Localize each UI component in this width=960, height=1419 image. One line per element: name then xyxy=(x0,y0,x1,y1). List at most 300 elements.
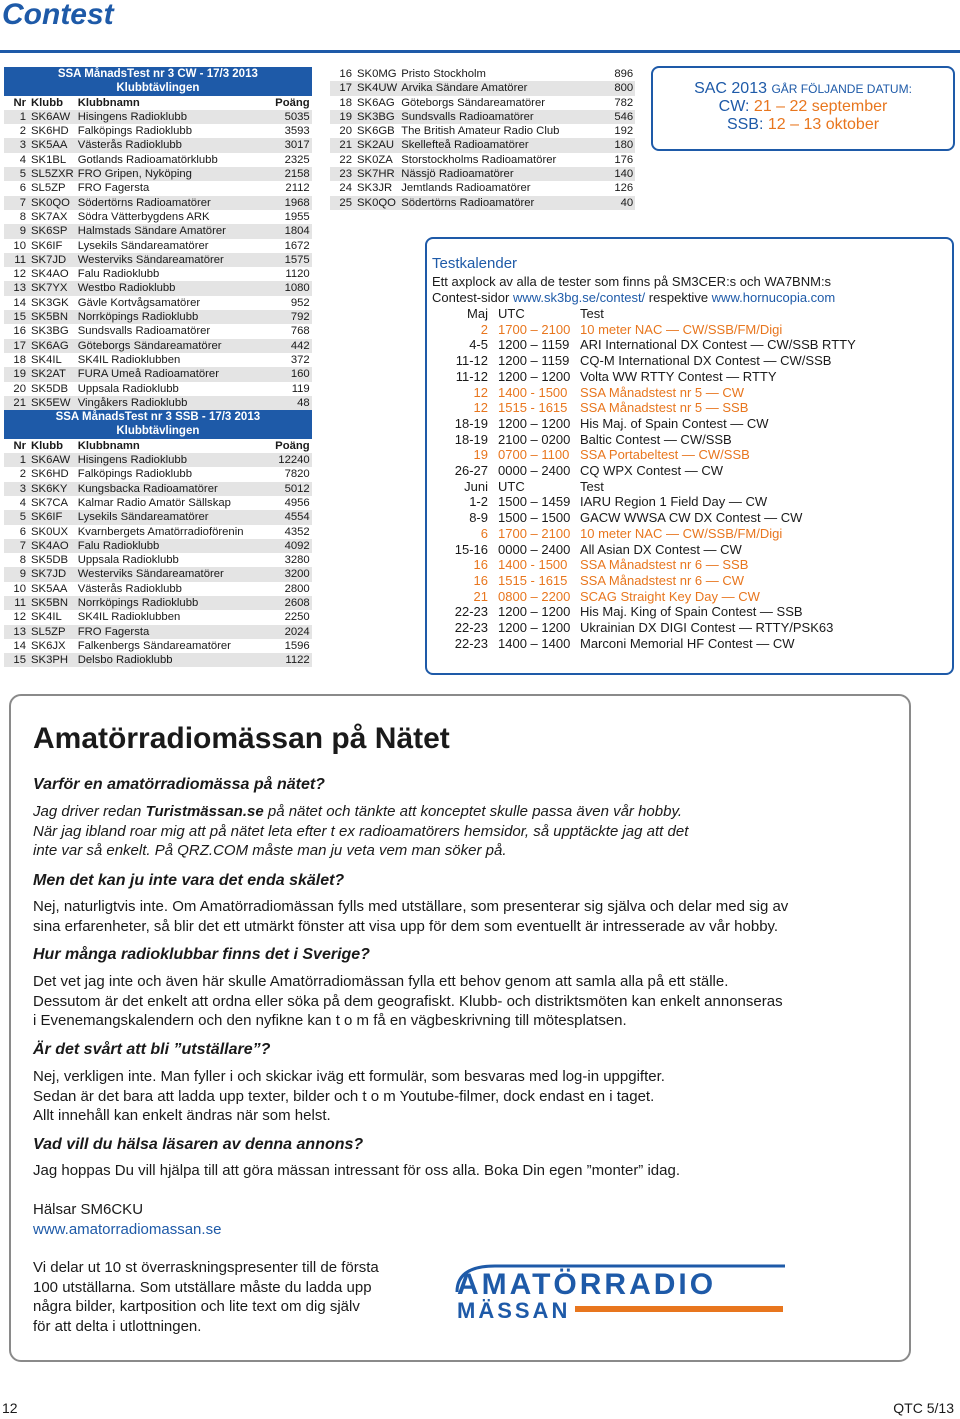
hornucopia-link[interactable]: www.hornucopia.com xyxy=(711,289,836,305)
calendar-test-name: SSA Månadstest nr 5 — SSB xyxy=(580,400,749,416)
table-row xyxy=(4,525,312,539)
rank-cell: 20 xyxy=(339,125,352,138)
question-1: Varför en amatörradiomässa på nätet? xyxy=(33,776,325,793)
calendar-row xyxy=(432,636,856,652)
calendar-date: 18-19 xyxy=(454,431,488,447)
header-divider xyxy=(0,50,960,53)
club-name-cell: Arvika Sändare Amatörer xyxy=(399,81,587,95)
club-name-cell: Falkenbergs Sändareamatörer xyxy=(77,639,231,652)
club-name-cell: FRO Fagersta xyxy=(76,625,264,639)
table-row xyxy=(4,367,312,381)
rank-cell: 12 xyxy=(13,268,26,281)
table-row xyxy=(330,67,635,81)
table-row xyxy=(330,167,635,181)
rank-cell: 15 xyxy=(4,653,29,667)
gift-line-2: 100 utställarna. Som utställare måste du ladda upp xyxy=(33,1278,372,1296)
answer-2-a: Nej, naturligtvis inte. Om Amatörradiomässan fylls med utställare, som presenterar sig själva och delar med sig av xyxy=(33,898,789,915)
calendar-row xyxy=(432,604,856,620)
table-row xyxy=(330,153,635,167)
rank-cell: 18 xyxy=(339,96,352,109)
club-name-cell: The British Amateur Radio Club xyxy=(401,125,560,138)
table-row xyxy=(4,239,312,253)
sac-heading-year: SAC 2013 xyxy=(694,80,767,97)
answer-4 xyxy=(33,1067,893,1126)
rank-cell: 21 xyxy=(330,138,355,152)
sac-ssb-label: SSB: xyxy=(726,116,764,133)
calendar-time: 1200 – 1159 xyxy=(498,337,570,353)
rank-cell: 15 xyxy=(4,310,29,324)
answer-5: Jag hoppas Du vill hjälpa till att göra mässan intressant för oss alla. Boka Din egen ”monter” idag. xyxy=(33,1162,680,1179)
points-cell: 2800 xyxy=(284,582,310,595)
calendar-date: 26-27 xyxy=(454,463,488,479)
table-row xyxy=(4,553,312,567)
club-name-cell: Pristo Stockholm xyxy=(401,68,486,80)
table-row xyxy=(4,253,312,267)
club-name-cell: Kvarnbergets Amatörradioförenin xyxy=(77,525,244,538)
rank-cell: 8 xyxy=(19,210,26,223)
points-cell: 372 xyxy=(290,353,310,366)
table-row xyxy=(4,153,312,167)
club-name-cell: Uppsala Radioklubb xyxy=(77,382,179,395)
gift-text xyxy=(33,1258,433,1336)
column-header-klubbnamn: Klubbnamn xyxy=(77,439,140,452)
club-name-cell: Falköpings Radioklubb xyxy=(77,125,192,138)
calendar-date: 4-5 xyxy=(469,337,488,353)
callsign-cell: SK5BN xyxy=(29,596,76,610)
column-header-nr: Nr xyxy=(13,439,26,452)
callsign-cell: SK6SP xyxy=(29,224,76,238)
rank-cell: 3 xyxy=(4,482,29,496)
table-row xyxy=(4,167,312,181)
callsign-cell: SK6AG xyxy=(29,339,76,353)
rank-cell: 20 xyxy=(13,382,26,395)
column-header-klubbnamn: Klubbnamn xyxy=(77,96,140,109)
table-row xyxy=(4,324,312,338)
points-cell: 1122 xyxy=(264,653,312,667)
callsign-cell: SK4IL xyxy=(31,353,62,366)
calendar-intro-text-2: Contest-sidor xyxy=(432,289,510,305)
table-row xyxy=(4,453,312,467)
club-name-cell: Halmstads Sändare Amatörer xyxy=(76,224,264,238)
rank-cell: 14 xyxy=(13,296,26,309)
signature: Hälsar SM6CKU xyxy=(33,1201,144,1218)
column-header-klubb: Klubb xyxy=(31,96,63,109)
callsign-cell: SK6AW xyxy=(29,110,76,124)
rank-cell: 17 xyxy=(4,339,29,353)
club-name-cell: FRO Gripen, Nyköping xyxy=(76,167,264,181)
rank-cell: 19 xyxy=(330,110,355,124)
answer-3-c: i Evenemangskalendern och den nyfikne kan t o m få en vägbeskrivning till mötesplatsen. xyxy=(33,1012,627,1029)
calendar-row xyxy=(432,416,856,432)
club-name-cell: Norrköpings Radioklubb xyxy=(76,310,264,324)
points-cell: 176 xyxy=(614,153,634,166)
calendar-time: 1700 – 2100 xyxy=(498,525,571,541)
results-panel xyxy=(4,67,312,667)
cw-section-subtitle-row xyxy=(4,81,312,95)
callsign-cell: SK6HD xyxy=(31,468,69,481)
points-cell: 2024 xyxy=(264,625,312,639)
calendar-row xyxy=(432,385,856,401)
points-cell: 782 xyxy=(614,96,634,109)
rank-cell: 2 xyxy=(19,125,26,138)
callsign-cell: SK3JR xyxy=(357,182,393,195)
table-row xyxy=(4,596,312,610)
rank-cell: 5 xyxy=(4,510,29,524)
callsign-cell: SK5EW xyxy=(29,396,76,410)
table-row xyxy=(330,124,635,138)
calendar-time: 1200 – 1200 xyxy=(498,415,571,431)
table-row xyxy=(330,110,635,124)
callsign-cell: SK3PH xyxy=(29,653,76,667)
rank-cell: 7 xyxy=(4,196,29,210)
calendar-time: 1400 - 1500 xyxy=(498,557,568,573)
points-cell: 546 xyxy=(587,110,635,124)
logo-orange-bar xyxy=(575,1306,783,1312)
rank-cell: 3 xyxy=(4,138,29,152)
rank-cell: 25 xyxy=(330,196,355,210)
rank-cell: 22 xyxy=(339,153,352,166)
callsign-cell: SK6KY xyxy=(29,482,76,496)
table-row xyxy=(4,639,312,653)
cw-section-title-row xyxy=(4,67,312,81)
club-name-cell: Nässjö Radioamatörer xyxy=(399,167,587,181)
gift-line-4: för att delta i utlottningen. xyxy=(33,1317,202,1335)
rank-cell: 10 xyxy=(13,582,26,595)
advert-url[interactable]: www.amatorradiomassan.se xyxy=(33,1221,222,1238)
table-row xyxy=(4,482,312,496)
callsign-cell: SK7JD xyxy=(29,253,76,267)
page-number: 12 xyxy=(2,1400,18,1416)
calendar-time: 1200 – 1200 xyxy=(498,604,571,620)
points-cell: 3017 xyxy=(264,138,312,152)
calendar-date: 18-19 xyxy=(454,415,488,431)
rank-cell: 4 xyxy=(19,153,26,166)
calendar-row xyxy=(432,337,856,353)
calendar-test-name: 10 meter NAC — CW/SSB/FM/Digi xyxy=(580,321,783,337)
column-header-nr: Nr xyxy=(13,96,26,109)
points-cell: 768 xyxy=(290,325,310,338)
calendar-row xyxy=(432,353,856,369)
calendar-row xyxy=(432,620,856,636)
calendar-row xyxy=(432,494,856,510)
calendar-date: 16 xyxy=(473,572,488,588)
rank-cell: 13 xyxy=(4,281,29,295)
calendar-test-name: Test xyxy=(580,478,604,494)
club-name-cell: Södra Vätterbygdens ARK xyxy=(77,210,210,223)
points-cell: 4956 xyxy=(284,496,310,509)
callsign-cell: SK5AA xyxy=(31,582,68,595)
calendar-row xyxy=(432,557,856,573)
points-cell: 2112 xyxy=(285,182,310,195)
page-section-title: Contest xyxy=(2,0,114,31)
calendar-test-name: SSA Månadstest nr 6 — CW xyxy=(580,572,745,588)
rank-cell: 18 xyxy=(13,353,26,366)
test-calendar-title: Testkalender xyxy=(432,255,518,272)
logo-graphic xyxy=(455,1262,795,1322)
calendar-test-name: Ukrainian DX DIGI Contest — RTTY/PSK63 xyxy=(580,620,834,636)
calendar-test-name: SSA Månadstest nr 6 — SSB xyxy=(580,557,749,573)
answer-1-a: Jag driver redan xyxy=(33,803,146,820)
question-3: Hur många radioklubbar finns det i Sverige? xyxy=(33,946,370,963)
table-row xyxy=(4,281,312,295)
ssb-section-subtitle-row xyxy=(4,424,312,438)
sac-dates-box xyxy=(651,66,955,151)
callsign-cell: SK6HD xyxy=(31,125,69,138)
calendar-date: 11-12 xyxy=(455,368,488,384)
club-name-cell: Vingåkers Radioklubb xyxy=(76,396,264,410)
club-name-cell: SK4IL Radioklubben xyxy=(77,353,181,366)
callsign-cell: SK6IF xyxy=(29,510,76,524)
logo-text-bottom: MÄSSAN xyxy=(457,1298,571,1322)
points-cell: 800 xyxy=(587,81,635,95)
rank-cell: 5 xyxy=(4,167,29,181)
table-row xyxy=(4,567,312,581)
gift-line-3: några bilder, kartposition och lite text om dig själv xyxy=(33,1298,360,1315)
points-cell: 442 xyxy=(264,339,312,353)
callsign-cell: SK6GB xyxy=(357,125,395,138)
calendar-row xyxy=(432,510,856,526)
club-name-cell: Kungsbacka Radioamatörer xyxy=(76,482,264,496)
answer-1-e: inte var så enkelt. På QRZ.COM måste man ju veta vem man söker på. xyxy=(33,842,507,859)
calendar-date: 6 xyxy=(480,525,488,541)
club-name-cell: Skellefteå Radioamatörer xyxy=(399,138,587,152)
sac-cw-label: CW: xyxy=(718,98,750,115)
club-name-cell: Sundsvalls Radioamatörer xyxy=(77,325,211,338)
column-header-poang: Poäng xyxy=(275,439,310,452)
club-name-cell: Gotlands Radioamatörklubb xyxy=(77,153,218,166)
calendar-test-name: 10 meter NAC — CW/SSB/FM/Digi xyxy=(580,525,783,541)
calendar-test-name: CQ-M International DX Contest — CW/SSB xyxy=(580,353,832,369)
calendar-row xyxy=(432,573,856,589)
calendar-time: 1500 – 1500 xyxy=(498,510,571,526)
points-cell: 5035 xyxy=(264,110,312,124)
logo-text-top: AMATÖRRADIO xyxy=(457,1268,717,1301)
question-4: Är det svårt att bli ”utställare”? xyxy=(33,1041,271,1058)
club-name-cell: Westerviks Sändareamatörer xyxy=(76,253,264,267)
calendar-time: 2100 – 0200 xyxy=(498,431,571,447)
calendar-time: 1200 – 1200 xyxy=(498,368,571,384)
calendar-test-name: SCAG Straight Key Day — CW xyxy=(580,588,760,604)
points-cell: 952 xyxy=(290,296,310,309)
table-row xyxy=(4,653,312,667)
calendar-date: 15-16 xyxy=(454,541,488,557)
calendar-time: 1700 – 2100 xyxy=(498,321,571,337)
calendar-row xyxy=(432,542,856,558)
points-cell: 792 xyxy=(264,310,312,324)
calendar-date: 12 xyxy=(473,400,488,416)
results-continuation xyxy=(330,67,635,210)
test-calendar-table xyxy=(432,306,856,651)
calendar-test-name: IARU Region 1 Field Day — CW xyxy=(580,494,768,510)
rank-cell: 16 xyxy=(339,68,352,80)
club-name-cell: Falu Radioklubb xyxy=(76,539,264,553)
issue-label: QTC 5/13 xyxy=(893,1400,954,1416)
club-name-cell: Göteborgs Sändareamatörer xyxy=(76,339,264,353)
callsign-cell: SK7CA xyxy=(31,496,69,509)
calendar-time: 0700 – 1100 xyxy=(498,447,570,463)
callsign-cell: SK4UW xyxy=(357,82,398,95)
rank-cell: 1 xyxy=(4,453,29,467)
club-name-cell: Falköpings Radioklubb xyxy=(77,468,192,481)
ssb-section-title-row xyxy=(4,410,312,424)
column-header-poang: Poäng xyxy=(275,96,310,109)
calendar-test-name: CQ WPX Contest — CW xyxy=(580,463,724,479)
column-header-klubb: Klubb xyxy=(31,439,63,452)
cw-section-column-headers xyxy=(4,96,312,110)
calendar-row xyxy=(432,306,856,322)
rank-cell: 12 xyxy=(13,611,26,624)
table-row xyxy=(330,81,635,95)
table-row xyxy=(4,310,312,324)
table-row xyxy=(4,625,312,639)
rank-cell: 2 xyxy=(19,468,26,481)
ssb-section-column-headers xyxy=(4,439,312,453)
points-cell: 4092 xyxy=(264,539,312,553)
points-cell: 2608 xyxy=(264,596,312,610)
table-row xyxy=(4,496,312,510)
calendar-intro-text-3: respektive xyxy=(648,289,709,305)
calendar-date: 11-12 xyxy=(455,353,488,369)
table-row xyxy=(4,210,312,224)
callsign-cell: SK5BN xyxy=(29,310,76,324)
rank-cell: 10 xyxy=(13,239,26,252)
sac-ssb-line xyxy=(653,116,953,134)
callsign-cell: SK0QO xyxy=(29,196,76,210)
sac-heading-text: GÅR FÖLJANDE DATUM: xyxy=(771,82,912,96)
points-cell: 1968 xyxy=(264,196,312,210)
callsign-cell: SK7AX xyxy=(31,210,68,223)
table-row xyxy=(4,267,312,281)
answer-3 xyxy=(33,972,893,1031)
calendar-test-name: GACW WWSA CW DX Contest — CW xyxy=(580,510,803,526)
table-row xyxy=(4,582,312,596)
callsign-cell: SK0ZA xyxy=(357,153,393,166)
calendar-row xyxy=(432,589,856,605)
club-name-cell: SK4IL Radioklubben xyxy=(77,611,181,624)
calendar-row xyxy=(432,479,856,495)
rank-cell: 23 xyxy=(330,167,355,181)
calendar-date: 1-2 xyxy=(469,494,488,510)
callsign-cell: SK4AO xyxy=(29,539,76,553)
club-name-cell: Västerås Radioklubb xyxy=(77,582,182,595)
points-cell: 140 xyxy=(587,167,635,181)
points-cell: 5012 xyxy=(264,482,312,496)
rank-cell: 7 xyxy=(4,539,29,553)
callsign-cell: SK2AU xyxy=(355,138,399,152)
points-cell: 7820 xyxy=(284,468,310,481)
points-cell: 48 xyxy=(264,396,312,410)
rank-cell: 11 xyxy=(4,253,29,267)
rank-cell: 14 xyxy=(13,639,26,652)
club-name-cell: Westbo Radioklubb xyxy=(76,281,264,295)
calendar-date: 12 xyxy=(473,384,488,400)
club-name-cell: Kalmar Radio Amatör Sällskap xyxy=(77,496,231,509)
callsign-cell: SK6JX xyxy=(31,639,66,652)
callsign-cell: SK3BG xyxy=(31,325,69,338)
calendar-row xyxy=(432,322,856,338)
rank-cell: 19 xyxy=(4,367,29,381)
points-cell: 3200 xyxy=(264,567,312,581)
calendar-time: 0000 – 2400 xyxy=(498,463,571,479)
calendar-row xyxy=(432,400,856,416)
club-name-cell: Göteborgs Sändareamatörer xyxy=(401,96,545,109)
calendar-time: 0000 – 2400 xyxy=(498,541,571,557)
table-row xyxy=(4,110,312,124)
answer-2 xyxy=(33,897,893,936)
calendar-date: 22-23 xyxy=(454,620,488,636)
callsign-cell: SK6AG xyxy=(357,96,395,109)
points-cell: 119 xyxy=(291,382,310,395)
rank-cell: 11 xyxy=(4,596,29,610)
callsign-cell: SK4AO xyxy=(31,268,69,281)
club-name-cell: Lysekils Sändareamatörer xyxy=(76,510,264,524)
calendar-time: 0800 – 2200 xyxy=(498,588,571,604)
points-cell: 1120 xyxy=(285,268,310,281)
club-name-cell: Jemtlands Radioamatörer xyxy=(401,182,531,195)
callsign-cell: SK7YX xyxy=(29,281,76,295)
calendar-row xyxy=(432,447,856,463)
table-row xyxy=(4,467,312,481)
calendar-test-name: All Asian DX Contest — CW xyxy=(580,541,742,557)
table-row xyxy=(4,181,312,195)
calendar-time: 1500 – 1459 xyxy=(498,494,571,510)
calendar-date: 16 xyxy=(473,557,488,573)
club-name-cell: Hisingens Radioklubb xyxy=(76,453,264,467)
calendar-time: 1515 - 1615 xyxy=(498,572,568,588)
club-name-cell: Storstockholms Radioamatörer xyxy=(401,153,557,166)
table-row xyxy=(4,396,312,410)
sk3bg-link[interactable]: www.sk3bg.se/contest/ xyxy=(512,289,646,305)
points-cell: 12240 xyxy=(264,453,312,467)
calendar-date: 22-23 xyxy=(454,604,488,620)
callsign-cell: SK7HR xyxy=(355,167,399,181)
club-name-cell: Västerås Radioklubb xyxy=(76,138,264,152)
table-row xyxy=(330,96,635,110)
ssb-section-subtitle: Klubbtävlingen xyxy=(4,424,312,438)
table-row xyxy=(4,539,312,553)
calendar-date: 21 xyxy=(473,588,488,604)
points-cell: 2325 xyxy=(284,153,310,166)
club-name-cell: Lysekils Sändareamatörer xyxy=(77,239,209,252)
points-cell: 2158 xyxy=(264,167,312,181)
answer-3-a: Det vet jag inte och även här skulle Amatörradiomässan fylla ett behov genom att samla alla på ett ställe. xyxy=(33,973,729,990)
callsign-cell: SK0QO xyxy=(355,196,399,210)
calendar-date: Maj xyxy=(467,306,488,321)
amatorradio-massan-logo xyxy=(455,1262,795,1322)
calendar-test-name: Baltic Contest — CW/SSB xyxy=(580,431,732,447)
points-cell: 3593 xyxy=(284,125,310,138)
answer-4-b: Sedan är det bara att ladda upp texter, bilder och t o m Youtube-filmer, dock endast en i taget. xyxy=(33,1087,655,1105)
club-name-cell: Södertörns Radioamatörer xyxy=(76,196,264,210)
calendar-row xyxy=(432,369,856,385)
points-cell: 2250 xyxy=(284,611,310,624)
callsign-cell: SK1BL xyxy=(31,153,67,166)
advert-title: Amatörradiomässan på Nätet xyxy=(33,722,450,755)
rank-cell: 1 xyxy=(4,110,29,124)
points-cell: 40 xyxy=(587,196,635,210)
table-row xyxy=(4,339,312,353)
club-name-cell: Falu Radioklubb xyxy=(77,268,160,281)
rank-cell: 17 xyxy=(330,81,355,95)
table-row xyxy=(4,510,312,524)
calendar-time: 1400 – 1400 xyxy=(498,635,571,651)
table-row xyxy=(4,610,312,624)
club-name-cell: Uppsala Radioklubb xyxy=(77,554,179,567)
calendar-time: 1515 - 1615 xyxy=(498,400,568,416)
callsign-cell: SK4IL xyxy=(31,611,62,624)
answer-1-d: När jag ibland roar mig att på nätet leta efter t ex radioamatörers hemsidor, så upptäckte jag att det xyxy=(33,822,689,840)
answer-2-b: sina erfarenheter, så blir det ett utmärkt fönster att visa upp för dem som eventuellt är intresserade av vår hobby. xyxy=(33,917,779,935)
